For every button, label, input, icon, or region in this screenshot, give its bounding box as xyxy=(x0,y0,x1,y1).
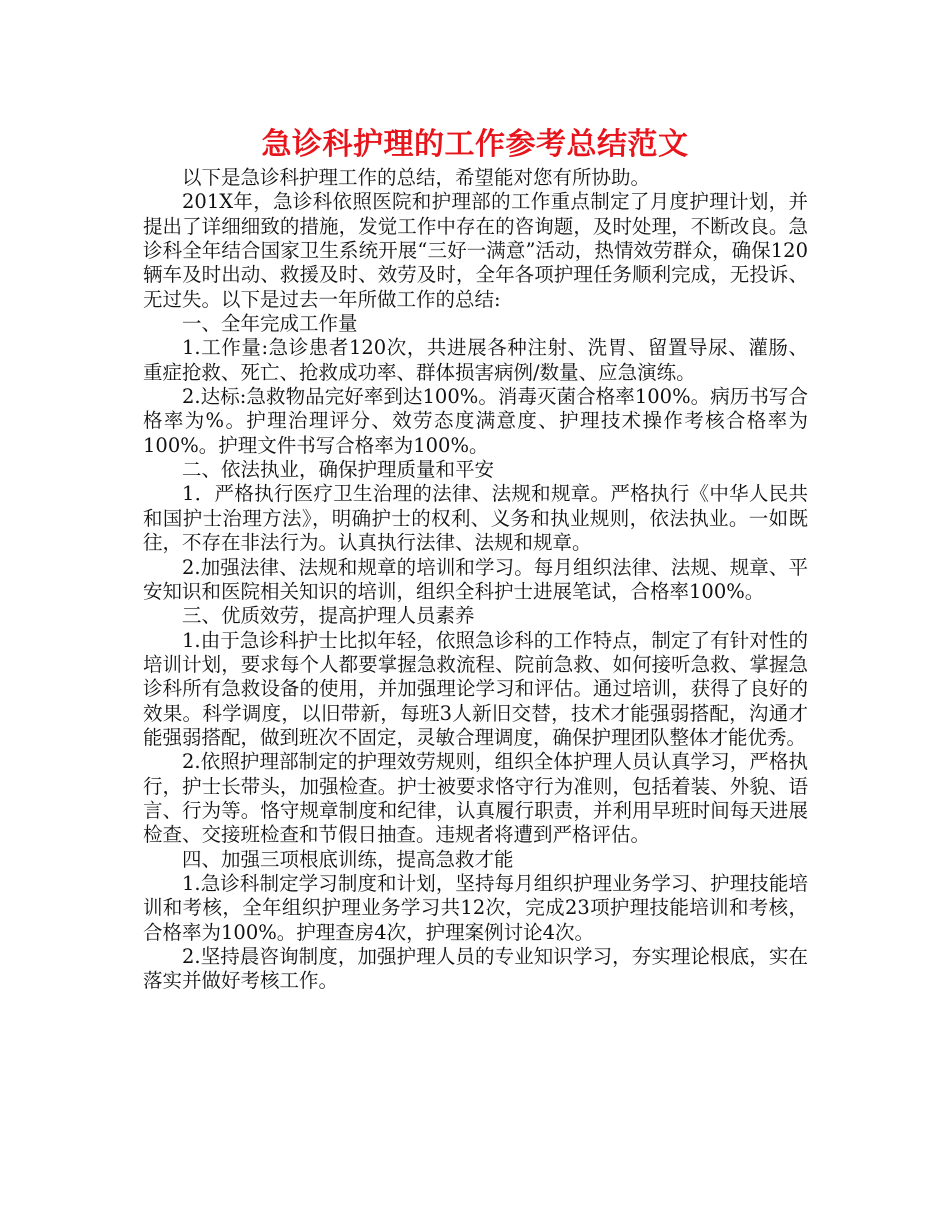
paragraph-standards: 2.达标:急救物品完好率到达100%。消毒灭菌合格率100%。病历书写合格率为%。护理治理评分、效劳态度满意度、护理技术操作考核合格率为100%。护理文件书写合格率为100%。 xyxy=(143,385,808,457)
section-heading-quality-service: 三、优质效劳，提高护理人员素养 xyxy=(182,604,475,628)
paragraph-overview: 201X年，急诊科依照医院和护理部的工作重点制定了月度护理计划，并提出了详细细致的措施，发觉工作中存在的咨询题，及时处理，不断改良。急诊科全年结合国家卫生系统开展“三好一满意”活动，热情效劳群众，确保120辆车及时出动、救援及时、效劳及时，全年各项护理任务顺利完成，无投诉、无过失。以下是过去一年所做工作的总结: xyxy=(143,190,808,311)
paragraph-regulations: 1．严格执行医疗卫生治理的法律、法规和规章。严格执行《中华人民共和国护士治理方法》，明确护士的权利、义务和执业规则，依法执业。一如既往，不存在非法行为。认真执行法律、法规和规章。 xyxy=(143,482,808,555)
document-body xyxy=(143,166,808,994)
section-heading-workload: 一、全年完成工作量 xyxy=(182,312,358,336)
paragraph-intro: 以下是急诊科护理工作的总结，希望能对您有所协助。 xyxy=(182,166,651,189)
paragraph-training-plan: 1.由于急诊科护士比拟年轻，依照急诊科的工作特点，制定了有针对性的培训计划，要求每个人都要掌握急救流程、院前急救、如何接听急救、掌握急诊科所有急救设备的使用，并加强理论学习和评估。通过培训，获得了良好的效果。科学调度，以旧带新，每班3人新旧交替，技术才能强弱搭配，沟通才能强弱搭配，做到班次不固定，灵敏合理调度，确保护理团队整体才能优秀。 xyxy=(143,628,808,749)
section-heading-lawful-practice: 二、依法执业，确保护理质量和平安 xyxy=(182,458,495,482)
paragraph-study-system: 1.急诊科制定学习制度和计划，坚持每月组织护理业务学习、护理技能培训和考核，全年组织护理业务学习共12次，完成23项护理技能培训和考核，合格率为100%。护理查房4次，护理案例讨论4次。 xyxy=(143,871,808,944)
paragraph-service-rules: 2.依照护理部制定的护理效劳规则，组织全体护理人员认真学习，严格执行，护士长带头，加强检查。护士被要求恪守行为准则，包括着装、外貌、语言、行为等。恪守规章制度和纪律，认真履行职责，并利用早班时间每天进展检查、交接班检查和节假日抽查。违规者将遭到严格评估。 xyxy=(143,750,808,847)
paragraph-workload: 1.工作量:急诊患者120次，共进展各种注射、洗胃、留置导尿、灌肠、重症抢救、死亡、抢救成功率、群体损害病例/数量、应急演练。 xyxy=(143,336,808,384)
section-heading-basic-training: 四、加强三项根底训练，提高急救才能 xyxy=(182,847,514,871)
paragraph-morning-inquiry: 2.坚持晨咨询制度，加强护理人员的专业知识学习，夯实理论根底，实在落实并做好考核工作。 xyxy=(143,945,808,993)
document-title: 急诊科护理的工作参考总结范文 xyxy=(261,127,689,162)
paragraph-legal-training: 2.加强法律、法规和规章的培训和学习。每月组织法律、法规、规章、平安知识和医院相关知识的培训，组织全科护士进展笔试，合格率100%。 xyxy=(143,555,808,603)
